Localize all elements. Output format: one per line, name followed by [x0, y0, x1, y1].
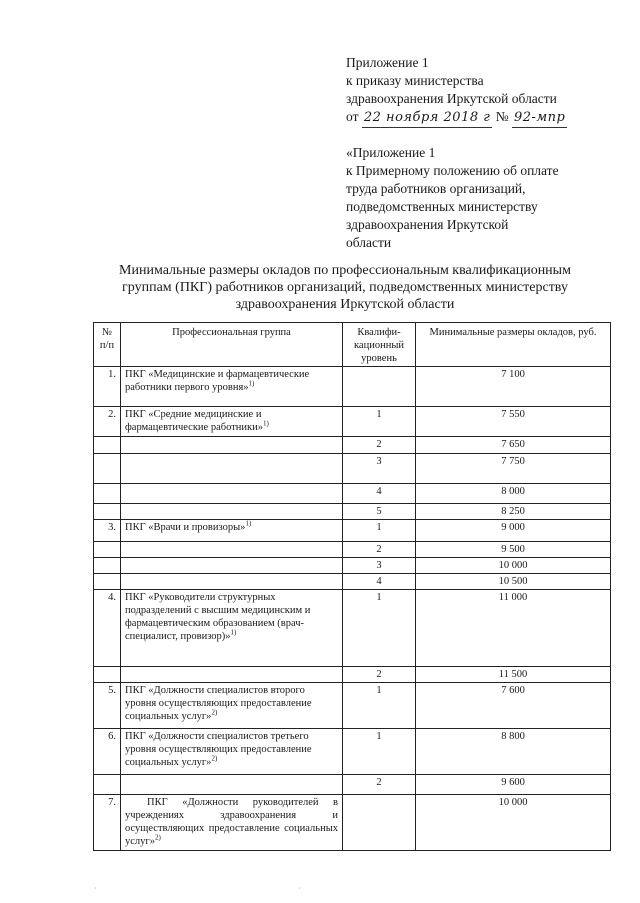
- regulation-reference: [346, 144, 616, 252]
- row-group: [121, 484, 343, 504]
- order-date-line: [346, 108, 567, 128]
- table-row: [94, 590, 611, 667]
- table-row: [94, 683, 611, 729]
- row-salary: 8 000: [416, 484, 611, 504]
- ref-line-4: подведомственных министерству: [346, 199, 538, 214]
- row-group: [121, 795, 343, 851]
- row-level: 1: [343, 683, 416, 729]
- row-level: 2: [343, 775, 416, 795]
- header-salary: Минимальные размеры окладов, руб.: [416, 323, 611, 367]
- ref-line-2: к Примерному положению об оплате: [346, 163, 559, 178]
- table-row: [94, 667, 611, 683]
- table-header-row: [94, 323, 611, 367]
- row-level: 3: [343, 558, 416, 574]
- row-group: [121, 775, 343, 795]
- row-num: 3.: [94, 520, 121, 542]
- row-group: [121, 367, 343, 407]
- row-num: [94, 775, 121, 795]
- row-group: [121, 683, 343, 729]
- number-label: №: [495, 109, 509, 124]
- order-reference: к приказу министерства: [346, 73, 484, 88]
- row-num: [94, 484, 121, 504]
- table-row: [94, 542, 611, 558]
- table-row: [94, 574, 611, 590]
- row-salary: 9 000: [416, 520, 611, 542]
- row-level: 3: [343, 454, 416, 484]
- appendix-title: Приложение 1: [346, 55, 429, 70]
- ministry-name: здравоохранения Иркутской области: [346, 91, 557, 106]
- header-level: Квалифи-кационный уровень: [343, 323, 416, 367]
- footnote-mark: 1): [245, 519, 252, 528]
- row-salary: 7 650: [416, 437, 611, 454]
- table-row: [94, 504, 611, 520]
- header-group: Профессиональная группа: [121, 323, 343, 367]
- row-num: [94, 667, 121, 683]
- row-level: 1: [343, 729, 416, 775]
- row-num: 6.: [94, 729, 121, 775]
- group-text: ПКГ «Должности руководителей в учреждениях здравоохранения и осуществляющих предоставление социальных услуг»: [125, 797, 338, 847]
- row-group: [121, 590, 343, 667]
- row-salary: 11 500: [416, 667, 611, 683]
- row-salary: 8 800: [416, 729, 611, 775]
- row-level: 1: [343, 520, 416, 542]
- row-num: 1.: [94, 367, 121, 407]
- row-salary: 7 750: [416, 454, 611, 484]
- row-level: 2: [343, 542, 416, 558]
- group-text: ПКГ «Средние медицинские и фармацевтические работники»: [125, 409, 264, 433]
- table-row: [94, 407, 611, 437]
- row-group: [121, 729, 343, 775]
- row-group: [121, 574, 343, 590]
- row-level: 2: [343, 667, 416, 683]
- row-level: [343, 367, 416, 407]
- table-row: [94, 437, 611, 454]
- table-row: [94, 520, 611, 542]
- row-salary: 10 000: [416, 795, 611, 851]
- row-group: [121, 520, 343, 542]
- group-text: ПКГ «Врачи и провизоры»: [125, 522, 246, 533]
- row-salary: 9 500: [416, 542, 611, 558]
- document-title: [80, 262, 610, 313]
- row-salary: 10 000: [416, 558, 611, 574]
- row-num: [94, 437, 121, 454]
- row-num: [94, 574, 121, 590]
- ref-line-5: здравоохранения Иркутской: [346, 217, 509, 232]
- footnote-mark: 1): [230, 628, 237, 637]
- salary-table: [93, 322, 611, 851]
- ref-line-3: труда работников организаций,: [346, 181, 526, 196]
- row-level: 1: [343, 590, 416, 667]
- ref-line-1: «Приложение 1: [346, 145, 436, 160]
- row-num: [94, 558, 121, 574]
- row-level: [343, 795, 416, 851]
- footnote-mark: 2): [211, 754, 218, 763]
- salary-text: 7 550: [501, 409, 525, 420]
- row-num: 2.: [94, 407, 121, 437]
- handwritten-number: 92-мпр: [512, 109, 567, 128]
- table-row: [94, 367, 611, 407]
- group-text: ПКГ «Медицинские и фармацевтические работники первого уровня»: [125, 369, 310, 393]
- row-group: [121, 407, 343, 437]
- table-row: [94, 454, 611, 484]
- footnote-mark: 2): [154, 833, 161, 842]
- row-num: [94, 542, 121, 558]
- handwritten-date: 22 ноября 2018 г: [362, 109, 492, 128]
- group-text: ПКГ «Должности специалистов третьего уровня осуществляющих предоставление социальных услуг»: [125, 731, 312, 768]
- row-level: 4: [343, 484, 416, 504]
- appendix-header: [346, 54, 567, 128]
- row-num: [94, 504, 121, 520]
- row-num: [94, 454, 121, 484]
- footnote-mark: 1): [248, 379, 255, 388]
- row-group: [121, 542, 343, 558]
- row-salary: 9 600: [416, 775, 611, 795]
- row-level: 2: [343, 437, 416, 454]
- row-salary: 7 600: [416, 683, 611, 729]
- group-text: ПКГ «Должности специалистов второго уровня осуществляющих предоставление социальных услуг»: [125, 685, 312, 722]
- row-salary: 11 000: [416, 590, 611, 667]
- footnote-mark: 1): [263, 419, 269, 428]
- title-line-2: группам (ПКГ) работников организаций, подведомственных министерству: [122, 280, 568, 295]
- title-line-3: здравоохранения Иркутской области: [235, 297, 455, 312]
- row-level: 4: [343, 574, 416, 590]
- from-label: от: [346, 109, 359, 124]
- row-num: 4.: [94, 590, 121, 667]
- table-row: [94, 775, 611, 795]
- row-group: [121, 454, 343, 484]
- row-num: 5.: [94, 683, 121, 729]
- row-salary: [416, 407, 611, 437]
- scan-artifact-dot: ·: [94, 884, 97, 893]
- table-row: [94, 729, 611, 775]
- ref-line-6: области: [346, 235, 392, 250]
- title-line-1: Минимальные размеры окладов по профессиональным квалификационным: [119, 263, 571, 278]
- row-group: [121, 504, 343, 520]
- row-level: 1: [343, 407, 416, 437]
- row-group: [121, 558, 343, 574]
- row-level: 5: [343, 504, 416, 520]
- row-salary: 10 500: [416, 574, 611, 590]
- footnote-mark: 2): [211, 708, 218, 717]
- scan-artifact-dot: ·: [298, 884, 301, 893]
- group-text: ПКГ «Руководители структурных подразделений с высшим медицинским и фармацевтическим образованием (врач-специалист, провизор)»: [125, 592, 311, 642]
- row-salary: 7 100: [416, 367, 611, 407]
- table-row: [94, 484, 611, 504]
- table-row: [94, 795, 611, 851]
- row-group: [121, 667, 343, 683]
- row-salary: 8 250: [416, 504, 611, 520]
- table-row: [94, 558, 611, 574]
- row-num: 7.: [94, 795, 121, 851]
- row-group: [121, 437, 343, 454]
- header-num: № п/п: [94, 323, 121, 367]
